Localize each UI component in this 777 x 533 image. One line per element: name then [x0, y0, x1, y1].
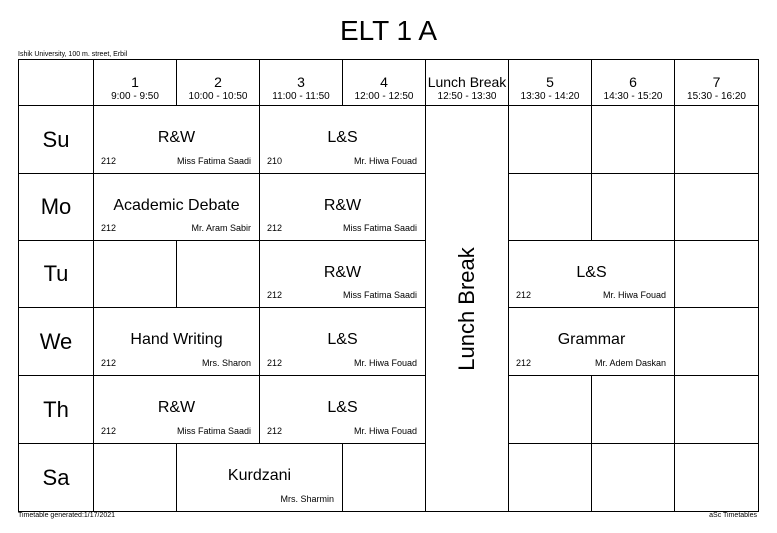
day-label: We: [39, 328, 73, 354]
period-number: 1: [131, 74, 139, 90]
empty-slot: [93, 443, 177, 512]
lesson-teacher: Miss Fatima Saadi: [342, 290, 417, 300]
period-number: 7: [712, 74, 721, 90]
period-time: 14:30 - 15:20: [603, 91, 663, 102]
day-label-cell: [18, 375, 94, 444]
header-period: [508, 59, 592, 106]
empty-slot: [591, 375, 675, 444]
lesson-cell: [93, 375, 260, 444]
empty-slot: [93, 240, 177, 308]
lesson-cell: [508, 307, 675, 376]
period-number: 5: [546, 74, 554, 90]
header-period: [176, 59, 260, 106]
empty-slot: [508, 375, 592, 444]
period-number: 3: [297, 74, 305, 90]
lesson-cell: [259, 307, 426, 376]
empty-slot: [674, 173, 759, 241]
lesson-subject: Kurdzani: [227, 467, 292, 484]
day-label: Mo: [40, 194, 72, 219]
empty-slot: [176, 240, 260, 308]
lunch-break-column: [425, 105, 509, 512]
empty-slot: [591, 443, 675, 512]
lesson-subject: Grammar: [557, 331, 626, 348]
empty-slot: [342, 443, 426, 512]
lesson-teacher: Mrs. Sharmin: [280, 494, 334, 504]
lesson-room: 212: [267, 290, 283, 300]
period-time: 12:00 - 12:50: [354, 91, 414, 102]
header-period: [591, 59, 675, 106]
lesson-cell: [259, 240, 426, 308]
empty-slot: [508, 105, 592, 174]
period-time: 9:00 - 9:50: [111, 91, 159, 102]
header-period: [342, 59, 426, 106]
period-number: Lunch Break: [427, 74, 507, 90]
lesson-subject: L&S: [576, 264, 607, 281]
empty-slot: [674, 375, 759, 444]
period-number: 4: [380, 74, 388, 90]
lesson-subject: L&S: [327, 331, 358, 348]
lesson-room: 212: [101, 223, 117, 233]
lesson-teacher: Mrs. Sharon: [201, 358, 251, 368]
day-label: Tu: [43, 261, 69, 286]
timetable-grid: [18, 59, 758, 511]
lesson-teacher: Miss Fatima Saadi: [342, 223, 417, 233]
school-address: Ishik University, 100 m. street, Erbil: [18, 51, 128, 58]
lesson-cell: [93, 105, 260, 174]
lesson-cell: [259, 105, 426, 174]
lesson-room: 212: [516, 290, 532, 300]
generated-date: Timetable generated:1/17/2021: [18, 512, 116, 519]
lesson-teacher: Mr. Adem Daskan: [594, 358, 666, 368]
lesson-room: 212: [101, 358, 117, 368]
day-label-cell: [18, 307, 94, 376]
header-period: [259, 59, 343, 106]
header-period: [674, 59, 759, 106]
lesson-subject: R&W: [157, 399, 196, 416]
lesson-room: 212: [267, 426, 283, 436]
header-period: [93, 59, 177, 106]
lesson-room: 210: [267, 156, 283, 166]
lesson-subject: R&W: [323, 197, 362, 214]
corner-cell: [18, 59, 94, 106]
empty-slot: [508, 173, 592, 241]
lesson-cell: [176, 443, 343, 512]
generator-credit: aSc Timetables: [709, 512, 757, 519]
lesson-teacher: Mr. Hiwa Fouad: [353, 358, 417, 368]
period-time: 12:50 - 13:30: [437, 91, 497, 102]
lesson-room: 212: [267, 358, 283, 368]
lesson-teacher: Mr. Hiwa Fouad: [353, 156, 417, 166]
period-time: 15:30 - 16:20: [687, 91, 746, 102]
lesson-teacher: Miss Fatima Saadi: [176, 156, 251, 166]
day-label-cell: [18, 173, 94, 241]
period-number: 2: [214, 74, 222, 90]
empty-slot: [591, 105, 675, 174]
lesson-teacher: Miss Fatima Saadi: [176, 426, 251, 436]
lesson-subject: L&S: [327, 129, 358, 146]
lesson-room: 212: [516, 358, 532, 368]
day-label: Th: [43, 396, 69, 422]
lesson-cell: [259, 375, 426, 444]
lesson-subject: Academic Debate: [113, 197, 240, 214]
day-label-cell: [18, 240, 94, 308]
period-time: 11:00 - 11:50: [272, 91, 330, 102]
lesson-subject: R&W: [157, 129, 196, 146]
day-label-cell: [18, 443, 94, 512]
lesson-cell: [508, 240, 675, 308]
empty-slot: [591, 173, 675, 241]
lesson-cell: [93, 173, 260, 241]
period-number: 6: [629, 74, 637, 90]
lesson-cell: [259, 173, 426, 241]
day-label-cell: [18, 105, 94, 174]
lesson-cell: [93, 307, 260, 376]
header-lunch-break: [425, 59, 509, 106]
period-time: 10:00 - 10:50: [188, 91, 248, 102]
timetable-title: ELT 1 A: [339, 15, 438, 46]
lesson-room: 212: [101, 156, 117, 166]
lesson-room: 212: [267, 223, 283, 233]
lunch-break-label: Lunch Break: [454, 246, 479, 371]
empty-slot: [674, 240, 759, 308]
empty-slot: [674, 443, 759, 512]
day-label: Sa: [42, 464, 70, 490]
lesson-teacher: Mr. Aram Sabir: [191, 223, 251, 233]
period-time: 13:30 - 14:20: [520, 91, 580, 102]
lesson-room: 212: [101, 426, 117, 436]
empty-slot: [508, 443, 592, 512]
lesson-subject: R&W: [323, 264, 362, 281]
lesson-teacher: Mr. Hiwa Fouad: [602, 290, 666, 300]
empty-slot: [674, 105, 759, 174]
lesson-teacher: Mr. Hiwa Fouad: [353, 426, 417, 436]
empty-slot: [674, 307, 759, 376]
lesson-subject: Hand Writing: [130, 331, 223, 348]
lesson-subject: L&S: [327, 399, 358, 416]
day-label: Su: [42, 126, 70, 152]
